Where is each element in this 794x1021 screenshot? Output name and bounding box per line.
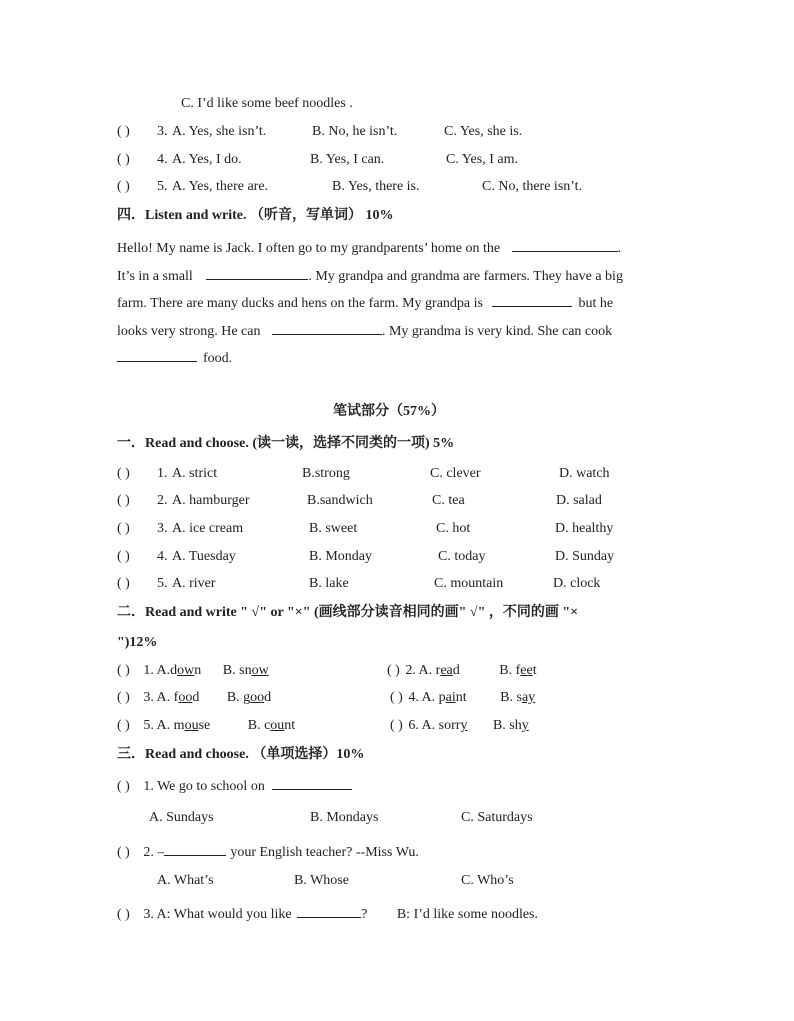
- part1-q5-num: 5.: [157, 576, 168, 591]
- section4-line1-text: Hello! My name is Jack. I often go to my grandparents’ home on the: [117, 241, 501, 256]
- part1-q3-num: 3.: [157, 521, 168, 536]
- part2-q3-word-a-end: d: [192, 690, 200, 705]
- part3-q2-option-b: B. Whose: [294, 873, 349, 888]
- listening-q4-option-b: B. Yes, I can.: [310, 152, 385, 167]
- part3-q3-stem-line: [117, 903, 538, 924]
- listening-q5-paren[interactable]: ( ): [117, 179, 130, 194]
- part2-q5-word-b-end: nt: [284, 718, 296, 733]
- part2-q2-underlined-a: ea: [440, 663, 453, 678]
- part3-q3-reply: B: I’d like some noodles.: [396, 907, 538, 922]
- part3-q2-stem-start: 2. –: [143, 845, 165, 860]
- part2-q1-word-a-start: 1. A.d: [143, 663, 178, 678]
- part2-q3: [117, 689, 271, 707]
- section4-line5-end: food.: [203, 351, 233, 366]
- answer-blank-5[interactable]: [117, 347, 197, 362]
- section4-line4: [117, 320, 677, 341]
- part1-q4-paren[interactable]: ( ): [117, 549, 130, 564]
- part1-q5-a: A. river: [172, 576, 216, 591]
- part2-q4-underlined-a: ai: [445, 690, 456, 705]
- part3-title: 三．Read and choose. （单项选择）10%: [117, 747, 365, 762]
- part2-q2-word-b-end: t: [532, 663, 537, 678]
- part2-q1-word-b-start: B. sn: [222, 663, 252, 678]
- part1-q5-d: D. clock: [553, 576, 601, 591]
- part3-q1-blank[interactable]: [272, 775, 352, 790]
- part3-q1-option-a: A. Sundays: [149, 810, 214, 825]
- listening-q4-option-c: C. Yes, I am.: [446, 152, 518, 167]
- section4-line3-end: but he: [578, 296, 614, 311]
- part1-q3-c: C. hot: [436, 521, 471, 536]
- section4-line3-start: farm. There are many ducks and hens on the farm. My grandpa is: [117, 296, 483, 311]
- part1-q2-b: B.sandwich: [307, 493, 373, 508]
- part1-q1-paren[interactable]: ( ): [117, 466, 130, 481]
- part2-q1-paren[interactable]: ( ): [117, 663, 130, 678]
- part3-q2-option-c: C. Who’s: [461, 873, 514, 888]
- part1-q1-a: A. strict: [172, 466, 218, 481]
- part2-title-line1: 二．Read and write " √" or "×" (画线部分读音相同的画" √" ，不同的画 "×: [117, 605, 579, 620]
- listening-q5-num: 5.: [157, 179, 168, 194]
- part3-q1-option-b: B. Mondays: [310, 810, 379, 825]
- listening-q4-option-a: A. Yes, I do.: [172, 152, 242, 167]
- listening-q4-paren[interactable]: ( ): [117, 152, 130, 167]
- part2-q4-paren[interactable]: ( ): [390, 690, 403, 705]
- section4-line4-end: . My grandma is very kind. She can cook: [381, 324, 613, 339]
- listening-q5-option-b: B. Yes, there is.: [332, 179, 420, 194]
- part1-q5-b: B. lake: [309, 576, 349, 591]
- answer-blank-2[interactable]: [206, 265, 308, 280]
- part2-q5-word-a-end: se: [198, 718, 211, 733]
- part1-q2-num: 2.: [157, 493, 168, 508]
- part2-q3-underlined-a: oo: [178, 690, 193, 705]
- part3-q3-stem-start: 3. A: What would you like: [143, 907, 292, 922]
- listening-q2-option-c: C. I’d like some beef noodles .: [181, 96, 353, 111]
- part1-q5-paren[interactable]: ( ): [117, 576, 130, 591]
- section4-line1-end: .: [617, 241, 622, 256]
- listening-q3-option-a: A. Yes, she isn’t.: [172, 124, 267, 139]
- part1-q4-a: A. Tuesday: [172, 549, 236, 564]
- part3-q3-stem-end: ?: [361, 907, 368, 922]
- part1-q5-c: C. mountain: [434, 576, 504, 591]
- part2-title-line2: ")12%: [117, 635, 158, 650]
- part3-q1-stem-line: [117, 775, 352, 796]
- part2-q5: [117, 717, 295, 735]
- part2-q6-underlined-a: y: [460, 718, 468, 733]
- listening-q3-option-b: B. No, he isn’t.: [312, 124, 398, 139]
- part3-q2-paren[interactable]: ( ): [117, 845, 130, 860]
- part2-q5-word-b-start: B. c: [247, 718, 271, 733]
- part3-q2-blank[interactable]: [164, 841, 226, 856]
- part2-q3-underlined-b: oo: [250, 690, 265, 705]
- part3-q1-option-c: C. Saturdays: [461, 810, 533, 825]
- part1-title: 一．Read and choose. (读一读，选择不同类的一项) 5%: [117, 436, 455, 451]
- part3-q1-paren[interactable]: ( ): [117, 779, 130, 794]
- answer-blank-4[interactable]: [272, 320, 382, 335]
- part3-q2-stem-end: your English teacher? --Miss Wu.: [230, 845, 419, 860]
- section4-line2-start: It’s in a small: [117, 269, 193, 284]
- part1-q1-num: 1.: [157, 466, 168, 481]
- part2-q2-word-a-end: d: [452, 663, 460, 678]
- section4-line2-end: . My grandpa and grandma are farmers. They have a big: [308, 269, 623, 284]
- part1-q1-d: D. watch: [559, 466, 610, 481]
- part2-q6-word-a-start: 6. A. sorr: [408, 718, 461, 733]
- part2-q4: [390, 689, 535, 707]
- answer-blank-1[interactable]: [512, 237, 618, 252]
- part2-q4-word-a-end: nt: [455, 690, 467, 705]
- section4-line5: [117, 347, 677, 368]
- part2-q1-underlined-a: ow: [177, 663, 195, 678]
- listening-q3-num: 3.: [157, 124, 168, 139]
- part2-q2-underlined-b: ee: [520, 663, 533, 678]
- part1-q2-a: A. hamburger: [172, 493, 250, 508]
- part2-q2: [387, 662, 537, 680]
- part1-q3-paren[interactable]: ( ): [117, 521, 130, 536]
- part1-q3-a: A. ice cream: [172, 521, 244, 536]
- part2-q2-word-a-start: 2. A. r: [405, 663, 441, 678]
- part2-q6: [390, 717, 529, 735]
- part1-q4-c: C. today: [438, 549, 486, 564]
- listening-q4-num: 4.: [157, 152, 168, 167]
- part2-q4-underlined-b: ay: [521, 690, 536, 705]
- part3-q2-option-a: A. What’s: [157, 873, 214, 888]
- part3-q3-blank[interactable]: [297, 903, 361, 918]
- part2-q3-word-a-start: 3. A. f: [143, 690, 179, 705]
- part1-q2-c: C. tea: [432, 493, 465, 508]
- part1-q4-num: 4.: [157, 549, 168, 564]
- section4-line2: [117, 265, 677, 286]
- part2-q6-paren[interactable]: ( ): [390, 718, 403, 733]
- part1-q3-b: B. sweet: [309, 521, 358, 536]
- part2-q5-underlined-a: ou: [184, 718, 199, 733]
- part2-q1-word-a-end: n: [194, 663, 202, 678]
- part1-q1-c: C. clever: [430, 466, 481, 481]
- answer-blank-3[interactable]: [492, 292, 572, 307]
- section4-line3: [117, 292, 677, 313]
- listening-q3-paren[interactable]: ( ): [117, 124, 130, 139]
- written-part-title: 笔试部分（57%）: [333, 404, 445, 419]
- part2-q4-word-b-start: B. s: [500, 690, 522, 705]
- part1-q3-d: D. healthy: [555, 521, 614, 536]
- part2-q5-underlined-b: ou: [270, 718, 285, 733]
- part2-q2-word-b-start: B. f: [499, 663, 521, 678]
- part2-q6-word-b-start: B. sh: [492, 718, 522, 733]
- part2-q3-word-b-end: d: [264, 690, 272, 705]
- section4-line4-start: looks very strong. He can: [117, 324, 261, 339]
- part1-q4-d: D. Sunday: [555, 549, 615, 564]
- listening-q5-option-c: C. No, there isn’t.: [482, 179, 583, 194]
- part1-q2-paren[interactable]: ( ): [117, 493, 130, 508]
- part3-q3-paren[interactable]: ( ): [117, 907, 130, 922]
- part2-q5-paren[interactable]: ( ): [117, 718, 130, 733]
- part2-q1-underlined-b: ow: [251, 663, 269, 678]
- part2-q2-paren[interactable]: ( ): [387, 663, 400, 678]
- part2-q3-word-b-start: B. g: [226, 690, 251, 705]
- part3-q1-stem: 1. We go to school on: [143, 779, 265, 794]
- part2-q5-word-a-start: 5. A. m: [143, 718, 185, 733]
- part1-q2-d: D. salad: [556, 493, 602, 508]
- listening-q5-option-a: A. Yes, there are.: [172, 179, 269, 194]
- part1-q1-b: B.strong: [302, 466, 350, 481]
- section4-line1: [117, 237, 677, 258]
- part1-q4-b: B. Monday: [309, 549, 372, 564]
- part2-q3-paren[interactable]: ( ): [117, 690, 130, 705]
- part2-q4-word-a-start: 4. A. p: [408, 690, 446, 705]
- part2-q1: [117, 662, 269, 680]
- listening-q3-option-c: C. Yes, she is.: [444, 124, 523, 139]
- part3-q2-stem-line: [117, 841, 419, 862]
- section4-title: 四．Listen and write. （听音，写单词） 10%: [117, 208, 394, 223]
- part2-q6-underlined-b: y: [521, 718, 529, 733]
